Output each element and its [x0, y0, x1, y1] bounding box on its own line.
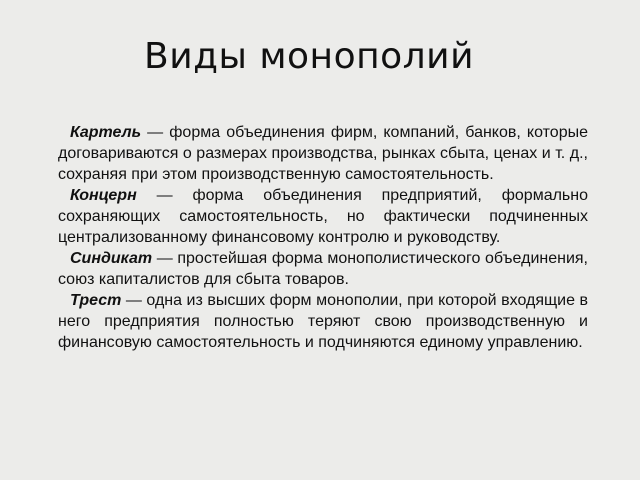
slide-title: Виды монополий	[144, 36, 474, 77]
definition-term: Концерн	[70, 187, 137, 204]
definition-text: — форма объединения фирм, компаний, банков, которые договариваются о размерах производства, рынках сбыта, ценах и т. д., сохраняя при этом производственную самостоятельность.	[58, 124, 588, 183]
definition-text: — одна из высших форм монополии, при которой входящие в него предприятия полностью теряют свою производственную и финансовую самостоятельность и подчиняются единому управлению.	[58, 292, 588, 351]
definition-trust	[58, 290, 588, 353]
definition-concern	[58, 185, 588, 248]
definition-term: Синдикат	[70, 250, 153, 267]
definitions-list	[58, 122, 588, 353]
definition-text: — простейшая форма монополистического объединения, союз капиталистов для сбыта товаров.	[58, 250, 588, 288]
definition-term: Картель	[70, 124, 142, 141]
definition-term: Трест	[70, 292, 122, 309]
definition-syndicate	[58, 248, 588, 290]
definition-cartel	[58, 122, 588, 185]
definition-text: — форма объединения предприятий, формально сохраняющих самостоятельность, но фактически подчиненных централизованному финансовому контролю и руководству.	[58, 187, 588, 246]
